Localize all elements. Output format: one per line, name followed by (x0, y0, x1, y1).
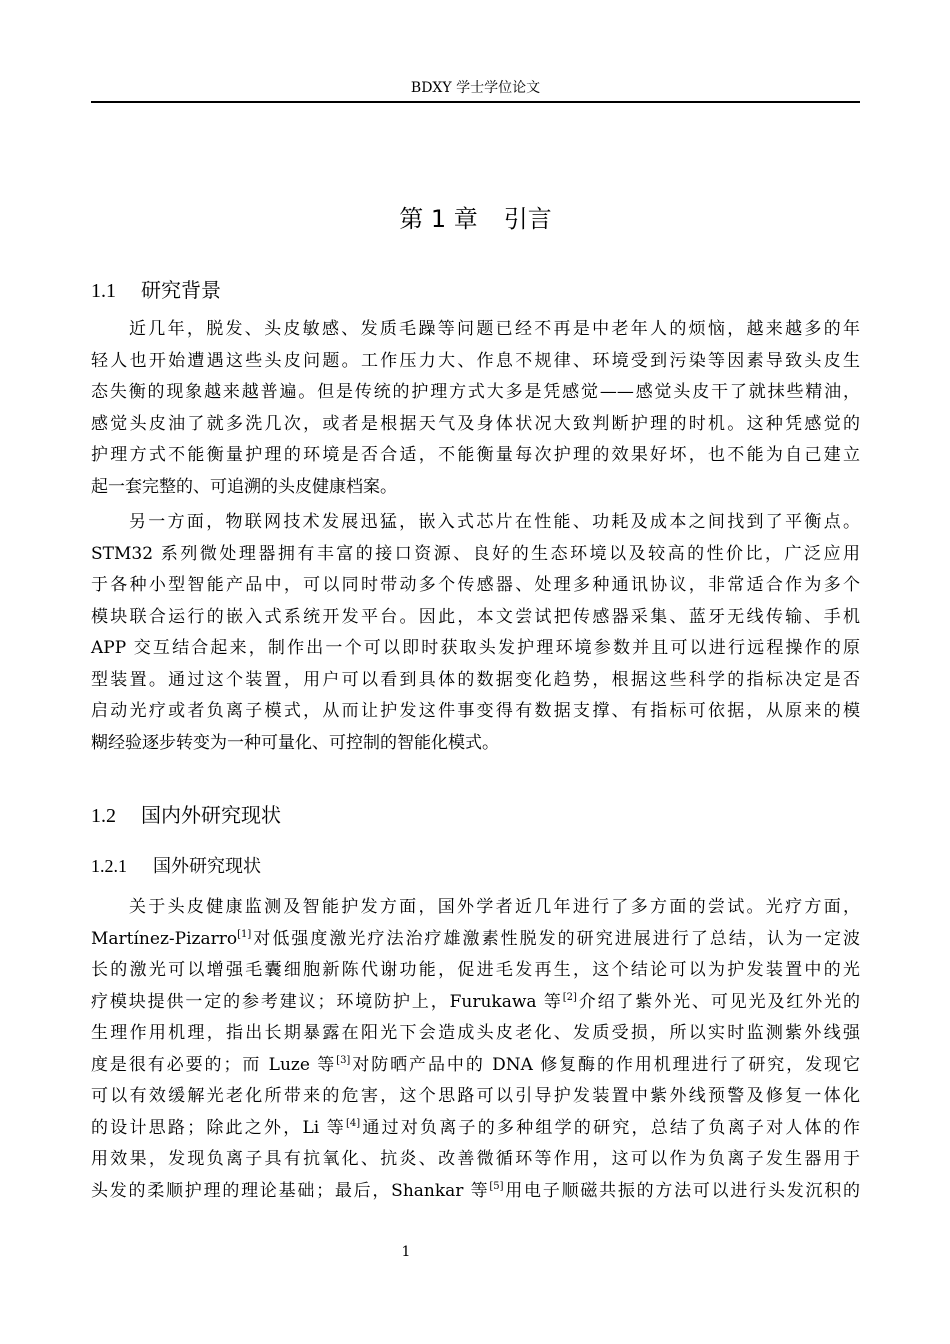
text-line: Martínez-Pizarro[1]对低强度激光疗法治疗雄激素性脱发的研究进展进行了总结，认为一定波 (91, 928, 860, 949)
chapter-number: 第 1 章 (399, 205, 478, 233)
text-line: 头发的柔顺护理的理论基础；最后，Shankar 等[5]用电子顺磁共振的方法可以进行头发沉积的 (91, 1180, 860, 1201)
paragraph-background-2 (91, 507, 860, 759)
citation-2: [2] (562, 991, 577, 1003)
chapter-title (91, 203, 860, 235)
section-heading-1-2 (91, 801, 281, 830)
text-line: 启动光疗或者负离子模式，从而让护发这件事变得有数据支撑、有指标可依据，从原来的模 (91, 701, 860, 721)
section-heading-1-1 (91, 276, 221, 305)
subsection-heading-1-2-1 (91, 853, 261, 880)
text-line: STM32 系列微处理器拥有丰富的接口资源、良好的生态环境以及较高的性价比，广泛应用 (91, 543, 860, 564)
text-line: 感觉头皮油了就多洗几次，或者是根据天气及身体状况大致判断护理的时机。这种凭感觉的 (91, 413, 860, 434)
page-number: 1 (401, 1244, 411, 1260)
text-line: 的设计思路；除此之外，Li 等[4]通过对负离子的多种组学的研究，总结了负离子对人体的作 (91, 1117, 860, 1138)
text-line: 模块联合运行的嵌入式系统开发平台。因此，本文尝试把传感器采集、蓝牙无线传输、手机 (91, 606, 860, 627)
citation-5: [5] (489, 1180, 504, 1192)
subsection-title: 国外研究现状 (153, 856, 261, 877)
text-line: 可以有效缓解光老化所带来的危害，这个思路可以引导护发装置中紫外线预警及修复一体化 (91, 1086, 860, 1106)
section-title: 国内外研究现状 (141, 803, 281, 827)
text-line: 起一套完整的、可追溯的头皮健康档案。 (91, 476, 397, 497)
citation-1: [1] (237, 928, 252, 940)
text-line: 另一方面，物联网技术发展迅猛，嵌入式芯片在性能、功耗及成本之间找到了平衡点。 (129, 512, 860, 532)
text-line: 近几年，脱发、头皮敏感、发质毛躁等问题已经不再是中老年人的烦恼，越来越多的年 (129, 319, 860, 339)
citation-4: [4] (346, 1117, 361, 1129)
text-line: 于各种小型智能产品中，可以同时带动多个传感器、处理多种通讯协议，非常适合作为多个 (91, 575, 860, 595)
text-line: 型装置。通过这个装置，用户可以看到具体的数据变化趋势，根据这些科学的指标决定是否 (91, 669, 860, 690)
subsection-number: 1.2.1 (91, 856, 127, 876)
running-header: BDXY 学士学位论文 (410, 80, 541, 96)
text-line: 糊经验逐步转变为一种可量化、可控制的智能化模式。 (91, 732, 499, 753)
text-line: 度是很有必要的；而 Luze 等[3]对防晒产品中的 DNA 修复酶的作用机理进行了研究，发现它 (91, 1054, 860, 1075)
section-title: 研究背景 (141, 278, 221, 302)
text-line: 轻人也开始遭遇这些头皮问题。工作压力大、作息不规律、环境受到污染等因素导致头皮生 (91, 350, 860, 371)
text-line: 态失衡的现象越来越普遍。但是传统的护理方式大多是凭感觉——感觉头皮干了就抹些精油， (91, 382, 860, 402)
chapter-name: 引言 (503, 205, 552, 233)
header-rule (91, 101, 860, 103)
text-line: 生理作用机理，指出长期暴露在阳光下会造成头皮老化、发质受损，所以实时监测紫外线强 (91, 1023, 860, 1043)
citation-3: [3] (336, 1054, 351, 1066)
text-line: 长的激光可以增强毛囊细胞新陈代谢功能，促进毛发再生，这个结论可以为护发装置中的光 (91, 960, 860, 980)
section-number: 1.2 (91, 805, 116, 827)
paragraph-foreign-research (91, 892, 860, 1207)
text-line: 护理方式不能衡量护理的环境是否合适，不能衡量每次护理的效果好坏，也不能为自己建立 (91, 445, 860, 465)
text-line: APP 交互结合起来，制作出一个可以即时获取头发护理环境参数并且可以进行远程操作的原 (91, 638, 860, 658)
paragraph-background-1 (91, 314, 860, 503)
text-line: 用效果，发现负离子具有抗氧化、抗炎、改善微循环等作用，这可以作为负离子发生器用于 (91, 1149, 860, 1169)
section-number: 1.1 (91, 280, 116, 302)
text-line: 关于头皮健康监测及智能护发方面，国外学者近几年进行了多方面的尝试。光疗方面， (129, 897, 860, 917)
text-line: 疗模块提供一定的参考建议；环境防护上，Furukawa 等[2]介绍了紫外光、可见光及红外光的 (91, 991, 860, 1012)
